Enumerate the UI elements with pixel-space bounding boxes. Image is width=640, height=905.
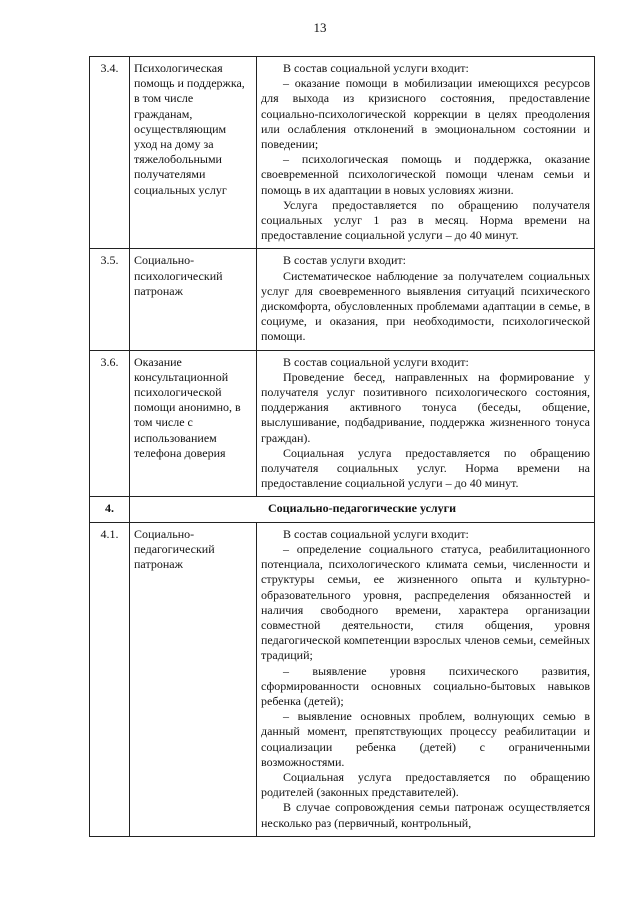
- table-row: [90, 249, 595, 350]
- service-description: [257, 350, 595, 497]
- description-paragraph: – определение социального статуса, реабилитационного потенциала, психологического климата семьи, численности и структуры семьи, ее жизненного опыта и культурно-образовательного уровня, распределения обязанностей и наличия свободного времени, характера организации совместной деятельности, стиля общения, уровня педагогической компетенции взрослых членов семьи, семейных традиций;: [261, 541, 590, 663]
- table-row: [90, 522, 595, 836]
- description-paragraph: – выявление основных проблем, волнующих семью в данный момент, препятствующих процессу реабилитации и социализации ребенка (детей) с ограниченными возможностями.: [261, 709, 590, 769]
- section-title: Социально-педагогические услуги: [130, 497, 595, 522]
- section-header-row: [90, 497, 595, 522]
- description-paragraph: В состав социальной услуги входит:: [283, 354, 469, 369]
- description-paragraph: – выявление уровня психического развития, сформированности основных социально-бытовых навыков ребенка (детей);: [261, 663, 590, 708]
- service-name: Оказание консультационной психологической помощи анонимно, в том числе с использованием телефона доверия: [130, 350, 257, 497]
- row-number: 4.1.: [90, 522, 130, 836]
- description-paragraph: – оказание помощи в мобилизации имеющихся ресурсов для выхода из кризисного состояния, предоставление социально-психологической коррекции в целях преодоления или ослабления отклонений в эмоциональном состоянии и поведении;: [261, 76, 590, 152]
- description-paragraph: Услуга предоставляется по обращению получателя социальных услуг 1 раз в месяц. Норма времени на предоставление социальной услуги – до 40 минут.: [261, 197, 590, 243]
- service-description: [257, 249, 595, 350]
- description-paragraph: В состав социальной услуги входит:: [283, 61, 469, 75]
- description-paragraph: Систематическое наблюдение за получателем социальных услуг для своевременного выявления ситуаций психического дискомфорта, обусловленных проблемами адаптации в семье, в социуме, и оказания, при необходимости, психологической помощи.: [261, 268, 590, 344]
- row-number: 3.5.: [90, 249, 130, 350]
- table-row: [90, 350, 595, 497]
- services-table: [89, 56, 595, 837]
- description-paragraph: В состав услуги входит:: [283, 253, 406, 268]
- service-description: [257, 57, 595, 249]
- page-number: 13: [313, 20, 327, 35]
- description-paragraph: Проведение бесед, направленных на формирование у получателя услуг позитивного психологического состояния, поддержания активного тонуса (беседы, общение, выслушивание, подбадривание, поддержка жизненного тонуса граждан).: [261, 369, 590, 445]
- table-row: [90, 57, 595, 249]
- description-paragraph: В состав социальной услуги входит:: [283, 526, 469, 541]
- service-name: Социально-психологический патронаж: [130, 249, 257, 350]
- service-name: Психологическая помощь и поддержка, в том числе гражданам, осуществляющим уход на дому за тяжелобольными получателями социальных услуг: [130, 57, 257, 249]
- row-number: 3.4.: [90, 57, 130, 249]
- service-name: Социально-педагогический патронаж: [130, 522, 257, 836]
- description-paragraph: – психологическая помощь и поддержка, оказание своевременной психологической помощи членам семьи и помощь в их адаптации в новых условиях жизни.: [261, 152, 590, 197]
- description-paragraph: Социальная услуга предоставляется по обращению получателя социальных услуг. Норма времени на предоставление социальной услуги – до 40 минут.: [261, 445, 590, 491]
- row-number: 3.6.: [90, 350, 130, 497]
- description-paragraph: В случае сопровождения семьи патронаж осуществляется несколько раз (первичный, контрольный,: [261, 800, 590, 830]
- service-description: [257, 522, 595, 836]
- section-number: 4.: [90, 497, 130, 522]
- description-paragraph: Социальная услуга предоставляется по обращению родителей (законных представителей).: [261, 769, 590, 800]
